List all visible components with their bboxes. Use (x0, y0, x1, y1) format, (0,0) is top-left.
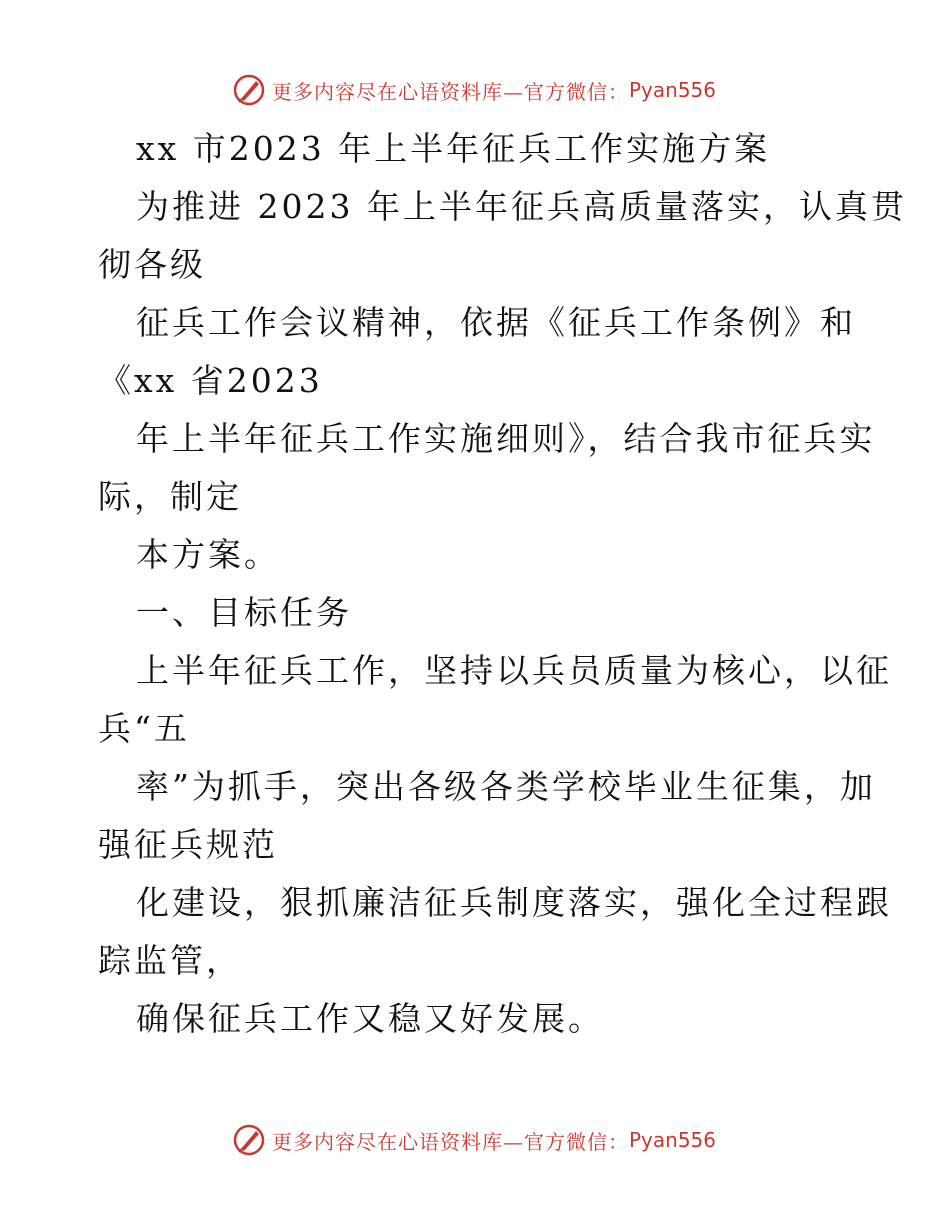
paragraph-line: 确保征兵工作又稳又好发展。 (136, 999, 604, 1038)
quill-pen-logo-icon (232, 73, 266, 107)
document-body (98, 120, 907, 1048)
paragraph-line: 率”为抓手，突出各级各类学校毕业生征集，加 (136, 767, 876, 806)
paragraph-line: 年上半年征兵工作实施细则》，结合我市征兵实 (136, 419, 876, 458)
paragraph-line: 兵“五 (98, 709, 190, 748)
paragraph-line: 上半年征兵工作，坚持以兵员质量为核心，以征 (136, 651, 892, 690)
watermark-wechat-id: Pyan556 (629, 78, 717, 102)
paragraph-line: 征兵工作会议精神，依据《征兵工作条例》和 (136, 303, 856, 342)
paragraph-line: 本方案。 (136, 535, 280, 574)
paragraph-line: 强征兵规范 (98, 825, 278, 864)
footer-watermark (232, 1122, 716, 1158)
quill-pen-logo-icon (232, 1123, 266, 1157)
paragraph-line: 为推进 2023 年上半年征兵高质量落实，认真贯 (136, 187, 907, 226)
paragraph-line: 化建设，狠抓廉洁征兵制度落实，强化全过程跟 (136, 883, 892, 922)
paragraph-line: 彻各级 (98, 245, 206, 284)
paragraph-line: 踪监管， (98, 941, 242, 980)
header-watermark (232, 72, 716, 108)
paragraph-line: 际，制定 (98, 477, 242, 516)
watermark-text: 更多内容尽在心语资料库—官方微信： (272, 79, 629, 104)
document-title: xx 市2023 年上半年征兵工作实施方案 (136, 129, 771, 168)
paragraph-line: 《xx 省2023 (98, 361, 323, 400)
watermark-wechat-id: Pyan556 (629, 1128, 717, 1152)
section-heading: 一、目标任务 (136, 593, 352, 632)
watermark-text: 更多内容尽在心语资料库—官方微信： (272, 1129, 629, 1154)
